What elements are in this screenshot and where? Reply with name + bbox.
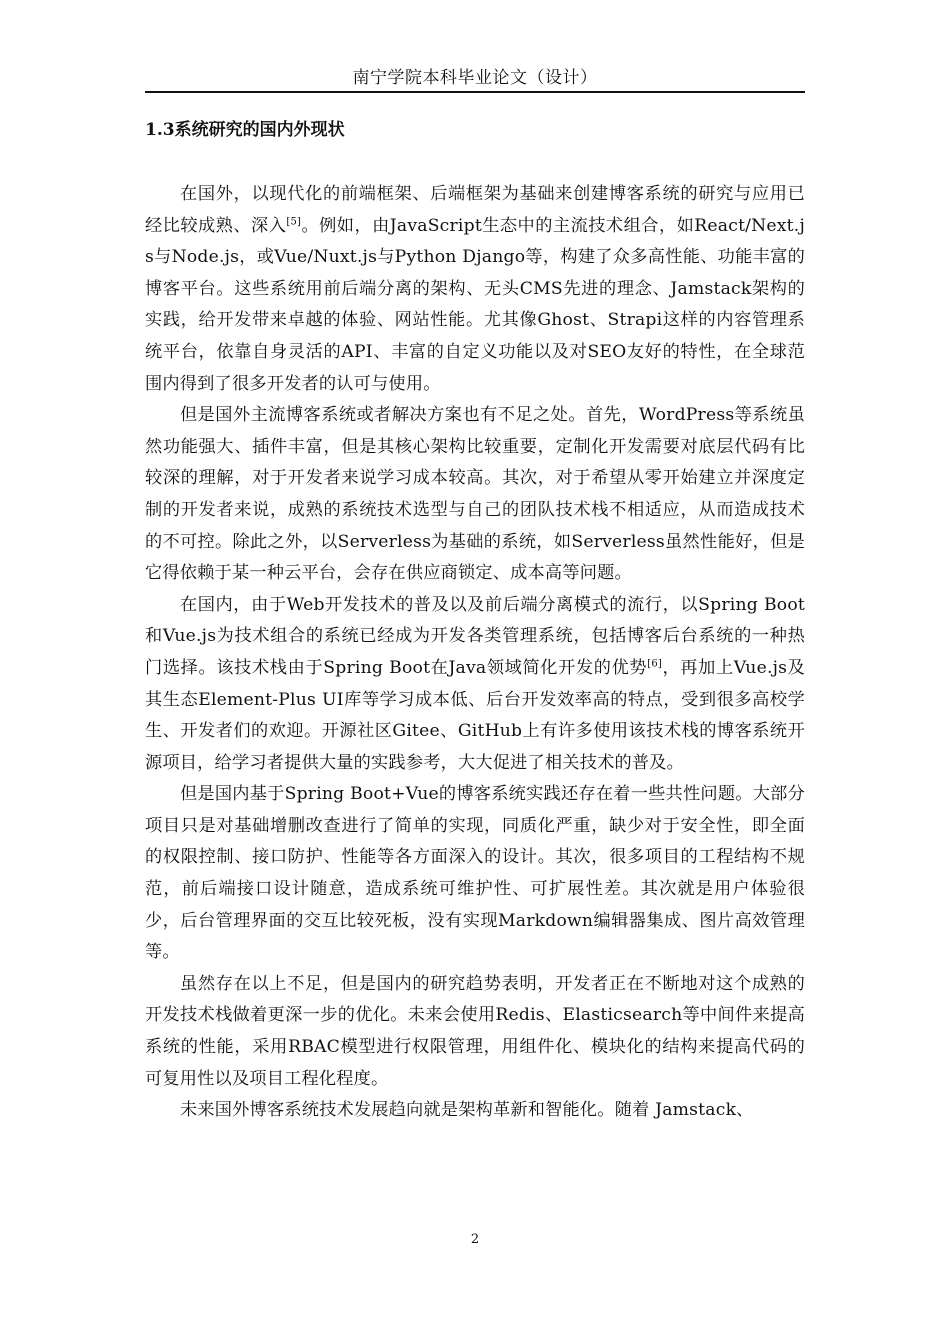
paragraph-text: 但是国外主流博客系统或者解决方案也有不足之处。首先，WordPress等系统虽然功能强大、插件丰富，但是其核心架构比较重要，定制化开发需要对底层代码有比较深的理解，对于开发者来说学习成本较高。其次，对于希望从零开始建立并深度定制的开发者来说，成熟的系统技术选型与自己的团队技术栈不相适应，从而造成技术的不可控。除此之外，以Serverless为基础的系统，如Serverless虽然性能好，但是它得依赖于某一种云平台，会存在供应商锁定、成本高等问题。 [145, 405, 805, 584]
body-paragraph [145, 779, 805, 969]
body-text [145, 179, 805, 1127]
paragraph-text: 。例如，由JavaScript生态中的主流技术组合，如React/Next.js与Node.js，或Vue/Nuxt.js与Python Django等，构建了众多高性能、功能丰富的博客平台。这些系统用前后端分离的架构、无头CMS先进的理念、Jamstack架构的实践，给开发带来卓越的体验、网站性能。尤其像Ghost、Strapi这样的内容管理系统平台，依靠自身灵活的API、丰富的自定义功能以及对SEO友好的特性，在全球范围内得到了很多开发者的认可与使用。 [145, 215, 805, 394]
header-rule [145, 91, 805, 93]
body-paragraph [145, 179, 805, 400]
body-paragraph [145, 1095, 805, 1127]
section-heading: 1.3系统研究的国内外现状 [145, 120, 345, 140]
body-paragraph [145, 400, 805, 590]
body-paragraph [145, 969, 805, 1095]
paragraph-text: 未来国外博客系统技术发展趋向就是架构革新和智能化。随着 Jamstack、 [180, 1100, 754, 1121]
citation-marker: [6] [647, 658, 663, 670]
citation-marker: [5] [286, 215, 302, 227]
body-paragraph [145, 590, 805, 780]
paragraph-text: 虽然存在以上不足，但是国内的研究趋势表明，开发者正在不断地对这个成熟的开发技术栈做着更深一步的优化。未来会使用Redis、Elasticsearch等中间件来提高系统的性能，采用RBAC模型进行权限管理，用组件化、模块化的结构来提高代码的可复用性以及项目工程化程度。 [145, 973, 805, 1089]
page-number: 2 [470, 1232, 480, 1247]
paragraph-text: 在国内，由于Web开发技术的普及以及前后端分离模式的流行，以Spring Boot和Vue.js为技术组合的系统已经成为开发各类管理系统，包括博客后台系统的一种热门选择。该技术栈由于Spring Boot在Java领域简化开发的优势 [145, 594, 805, 678]
paragraph-text: ，再加上Vue.js及其生态Element-Plus UI库等学习成本低、后台开发效率高的特点，受到很多高校学生、开发者们的欢迎。开源社区Gitee、GitHub上有许多使用该技术栈的博客系统开源项目，给学习者提供大量的实践参考，大大促进了相关技术的普及。 [145, 657, 805, 773]
running-header: 南宁学院本科毕业论文（设计） [352, 68, 598, 88]
paragraph-text: 在国外，以现代化的前端框架、后端框架为基础来创建博客系统的研究与应用已经比较成熟、深入 [145, 184, 805, 236]
paragraph-text: 但是国内基于Spring Boot+Vue的博客系统实践还存在着一些共性问题。大部分项目只是对基础增删改查进行了简单的实现，同质化严重，缺少对于安全性，即全面的权限控制、接口防护、性能等各方面深入的设计。其次，很多项目的工程结构不规范，前后端接口设计随意，造成系统可维护性、可扩展性差。其次就是用户体验很少，后台管理界面的交互比较死板，没有实现Markdown编辑器集成、图片高效管理等。 [145, 784, 805, 963]
